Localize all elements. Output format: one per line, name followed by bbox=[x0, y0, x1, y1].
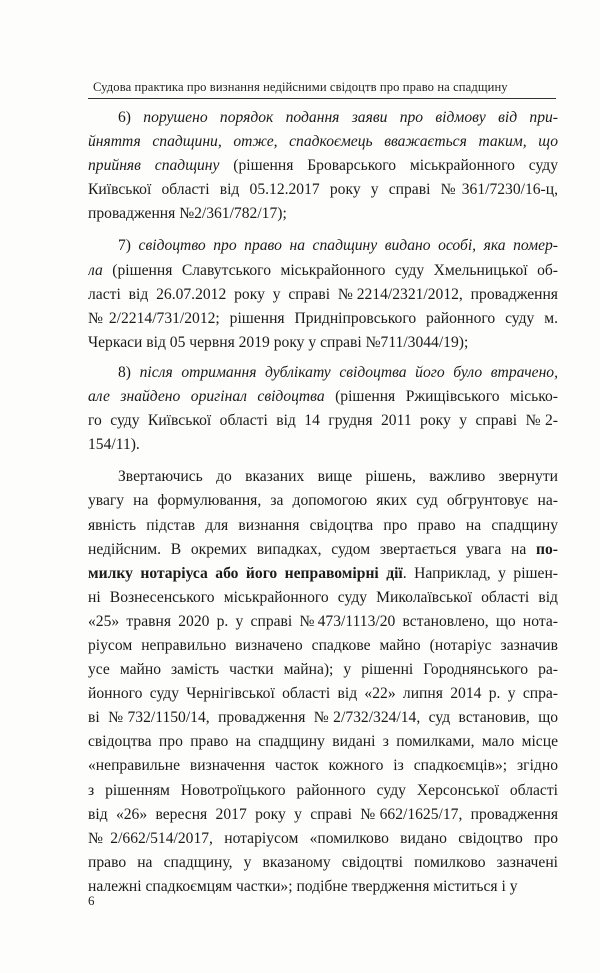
text-run: провадження №2/361/782/17); bbox=[88, 205, 287, 223]
text-line bbox=[88, 875, 558, 899]
paragraph bbox=[88, 465, 558, 899]
text-run: ві №732/1150/14, провадження №2/732/324/14, суд встановив, що bbox=[88, 709, 558, 727]
text-line bbox=[88, 106, 558, 130]
text-run: усе майно замість частки майна); у рішенні Городнянського ра- bbox=[88, 661, 558, 679]
text-run: (рішення Ржищівського місько- bbox=[324, 388, 558, 406]
header-rule bbox=[88, 98, 556, 99]
text-line bbox=[88, 283, 558, 307]
text-line bbox=[88, 202, 558, 226]
text-run: №2/662/514/2017, нотаріусом «помилково видано свідоцтво про bbox=[88, 829, 558, 847]
text-line bbox=[88, 307, 558, 331]
text-line bbox=[88, 130, 558, 154]
text-line bbox=[88, 706, 558, 730]
text-line bbox=[88, 514, 558, 538]
paragraph bbox=[88, 106, 558, 226]
text-line bbox=[88, 562, 558, 586]
italic-text: йняття спадщини, отже, спадкоємець вважається таким, що bbox=[88, 133, 558, 151]
text-line bbox=[88, 610, 558, 634]
text-run: ріусом неправильно визначено спадкове майно (нотаріус зазначив bbox=[88, 636, 558, 654]
text-run: (рішення Славутського міськрайонного суду Хмельницької об- bbox=[102, 261, 558, 279]
text-line bbox=[88, 754, 558, 778]
text-run: Звертаючись до вказаних вище рішень, важливо звернути bbox=[118, 468, 558, 486]
text-run: від «26» вересня 2017 року у справі №662/1625/17, провадження bbox=[88, 805, 558, 823]
text-run: . Наприклад, у рішен- bbox=[402, 564, 558, 582]
text-line bbox=[88, 154, 558, 178]
text-run: свідоцтва про право на спадщину видані з помилками, мало місце bbox=[88, 733, 558, 751]
text-run: явність підстав для визнання свідоцтва про право на спадщину bbox=[88, 516, 558, 534]
text-line bbox=[88, 234, 558, 258]
text-line bbox=[88, 586, 558, 610]
text-run: право на спадщину, у вказаному свідоцтві помилково зазначені bbox=[88, 853, 558, 871]
text-line bbox=[88, 827, 558, 851]
text-line bbox=[88, 682, 558, 706]
text-run: 8) bbox=[118, 363, 140, 381]
italic-text: прийняв спадщину bbox=[88, 157, 220, 175]
running-header: Судова практика про визнання недійсними свідоцтв про право на спадщину bbox=[93, 80, 508, 94]
text-line bbox=[88, 730, 558, 754]
text-line bbox=[88, 331, 558, 355]
text-run: 6) bbox=[118, 109, 144, 126]
text-run: Черкаси від 05 червня 2019 року у справі №711/3044/19); bbox=[88, 333, 469, 351]
text-run: увагу на формулювання, за допомогою яких суд обгрунтовує на- bbox=[88, 492, 558, 510]
paragraph bbox=[88, 234, 558, 354]
text-run: належні спадкоємцям частки»; подібне твердження міститься і у bbox=[88, 877, 518, 895]
text-run: недійсним. В окремих випадках, судом звертається увага на bbox=[88, 540, 537, 558]
italic-text: свідоцтво про право на спадщину видано особі, яка помер- bbox=[138, 237, 558, 255]
text-line bbox=[88, 803, 558, 827]
bold-text: милку нотаріуса або його неправомірні дії bbox=[88, 564, 403, 582]
italic-text: після отримання дублікату свідоцтва його було втрачено, bbox=[139, 363, 558, 381]
paragraph bbox=[88, 361, 558, 457]
text-line bbox=[88, 538, 558, 562]
text-run: 154/11). bbox=[88, 436, 140, 454]
text-line bbox=[88, 361, 558, 385]
text-line bbox=[88, 779, 558, 803]
text-run: «25» травня 2020 р. у справі №473/1113/20 встановлено, що нота- bbox=[88, 612, 558, 630]
text-run: «неправильне визначення часток кожного із спадкоємців»; згідно bbox=[88, 757, 558, 775]
text-line bbox=[88, 433, 558, 457]
text-run: ні Вознесенського міськрайонного суду Миколаївської області від bbox=[88, 588, 558, 606]
text-line bbox=[88, 851, 558, 875]
text-line bbox=[88, 658, 558, 682]
text-run: ласті від 26.07.2012 року у справі №2214/2321/2012, провадження bbox=[88, 285, 558, 303]
text-line bbox=[88, 178, 558, 202]
text-run: 7) bbox=[118, 237, 139, 255]
text-run: Київської області від 05.12.2017 року у справі №361/7230/16-ц, bbox=[88, 181, 558, 199]
bold-text: по- bbox=[536, 540, 558, 558]
italic-text: порушено порядок подання заяви про відмову від при- bbox=[143, 109, 558, 126]
page-number: 6 bbox=[88, 893, 95, 908]
text-line bbox=[88, 465, 558, 489]
text-run: (рішення Броварського міськрайонного суду bbox=[219, 157, 558, 175]
text-run: йонного суду Чернігівської області від «22» липня 2014 р. у спра- bbox=[88, 685, 558, 703]
text-line bbox=[88, 259, 558, 283]
text-line bbox=[88, 634, 558, 658]
italic-text: ла bbox=[88, 261, 103, 279]
text-line bbox=[88, 409, 558, 433]
italic-text: але знайдено оригінал свідоцтва bbox=[88, 388, 325, 406]
text-run: №2/2214/731/2012; рішення Придніпровського районного суду м. bbox=[88, 309, 558, 327]
text-run: го суду Київської області від 14 грудня 2011 року у справі №2- bbox=[88, 412, 558, 430]
text-line bbox=[88, 385, 558, 409]
text-line bbox=[88, 489, 558, 513]
body-text bbox=[88, 106, 558, 899]
text-run: з рішенням Новотроїцького районного суду Херсонської області bbox=[88, 781, 558, 799]
